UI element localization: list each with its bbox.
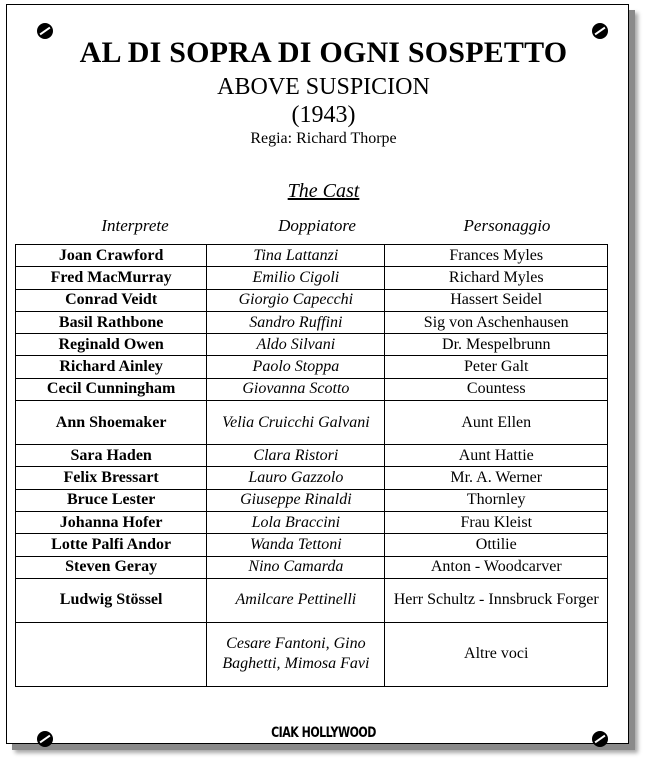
cast-dubber-cell: Clara Ristori: [207, 445, 385, 467]
cast-character-cell: Ottilie: [385, 534, 608, 556]
table-row: [16, 489, 608, 511]
director-credit: Regia: Richard Thorpe: [250, 130, 397, 147]
cast-dubber-cell: Lauro Gazzolo: [207, 467, 385, 489]
cast-actor-cell: Bruce Lester: [16, 489, 207, 511]
cast-actor-cell: Cecil Cunningham: [16, 378, 207, 400]
cast-character-cell: Aunt Hattie: [385, 445, 608, 467]
cast-character-cell: Hassert Seidel: [385, 289, 608, 311]
cast-character-cell: Frau Kleist: [385, 511, 608, 533]
cast-character-cell: Mr. A. Werner: [385, 467, 608, 489]
cast-actor-cell: Fred MacMurray: [16, 267, 207, 289]
cast-character-cell: Altre voci: [385, 622, 608, 686]
film-title: AL DI SOPRA DI OGNI SOSPETTO: [79, 36, 568, 69]
cast-dubber-cell: Emilio Cigoli: [207, 267, 385, 289]
cast-dubber-cell: Aldo Silvani: [207, 334, 385, 356]
cast-dubber-cell: Wanda Tettoni: [207, 534, 385, 556]
column-header-character: Personaggio: [463, 216, 551, 235]
table-row: [16, 445, 608, 467]
cast-character-cell: Sig von Aschenhausen: [385, 311, 608, 333]
table-row: [16, 289, 608, 311]
cast-dubber-cell: Giovanna Scotto: [207, 378, 385, 400]
cast-dubber-cell: Tina Lattanzi: [207, 245, 385, 267]
cast-dubber-cell: Amilcare Pettinelli: [207, 578, 385, 622]
cast-heading-text: The Cast: [287, 180, 360, 202]
cast-character-cell: Richard Myles: [385, 267, 608, 289]
cast-actor-cell: Lotte Palfi Andor: [16, 534, 207, 556]
cast-character-cell: Anton - Woodcarver: [385, 556, 608, 578]
cast-dubber-cell: Sandro Ruffini: [207, 311, 385, 333]
cast-character-cell: Frances Myles: [385, 245, 608, 267]
table-row: [16, 334, 608, 356]
table-row: [16, 556, 608, 578]
cast-actor-cell: Steven Geray: [16, 556, 207, 578]
table-row: [16, 578, 608, 622]
cast-actor-cell: Felix Bressart: [16, 467, 207, 489]
table-row: [16, 401, 608, 445]
cast-dubber-cell: Nino Camarda: [207, 556, 385, 578]
cast-dubber-cell: Velia Cruicchi Galvani: [207, 401, 385, 445]
cast-character-cell: Dr. Mespelbrunn: [385, 334, 608, 356]
table-row: [16, 311, 608, 333]
column-header-actor: Interprete: [101, 216, 169, 235]
cast-actor-cell: Johanna Hofer: [16, 511, 207, 533]
table-row: [16, 267, 608, 289]
table-row: [16, 356, 608, 378]
cast-actor-cell: Sara Haden: [16, 445, 207, 467]
table-row: [16, 622, 608, 686]
cast-character-cell: Peter Galt: [385, 356, 608, 378]
film-year: (1943): [291, 102, 356, 128]
cast-actor-cell: Ludwig Stössel: [16, 578, 207, 622]
cast-character-cell: Herr Schultz - Innsbruck Forger: [385, 578, 608, 622]
cast-dubber-cell: Paolo Stoppa: [207, 356, 385, 378]
cast-actor-cell: Richard Ainley: [16, 356, 207, 378]
cast-dubber-cell: Cesare Fantoni, Gino Baghetti, Mimosa Favi: [207, 622, 385, 686]
cast-actor-cell: [16, 622, 207, 686]
table-row: [16, 511, 608, 533]
cast-dubber-cell: Lola Braccini: [207, 511, 385, 533]
cast-actor-cell: Ann Shoemaker: [16, 401, 207, 445]
table-row: [16, 534, 608, 556]
table-row: [16, 467, 608, 489]
cast-actor-cell: Basil Rathbone: [16, 311, 207, 333]
cast-heading: [0, 180, 647, 203]
table-row: [16, 378, 608, 400]
cast-dubber-cell: Giorgio Capecchi: [207, 289, 385, 311]
cast-character-cell: Thornley: [385, 489, 608, 511]
cast-actor-cell: Conrad Veidt: [16, 289, 207, 311]
cast-actor-cell: Joan Crawford: [16, 245, 207, 267]
original-title: ABOVE SUSPICION: [217, 74, 430, 100]
cast-dubber-cell: Giuseppe Rinaldi: [207, 489, 385, 511]
cast-character-cell: Countess: [385, 378, 608, 400]
cast-actor-cell: Reginald Owen: [16, 334, 207, 356]
table-row: [16, 245, 608, 267]
cast-character-cell: Aunt Ellen: [385, 401, 608, 445]
cast-table: [15, 244, 608, 687]
column-header-dubber: Doppiatore: [278, 216, 356, 235]
ciak-hollywood-logo: CIAK HOLLYWOOD: [271, 724, 376, 741]
